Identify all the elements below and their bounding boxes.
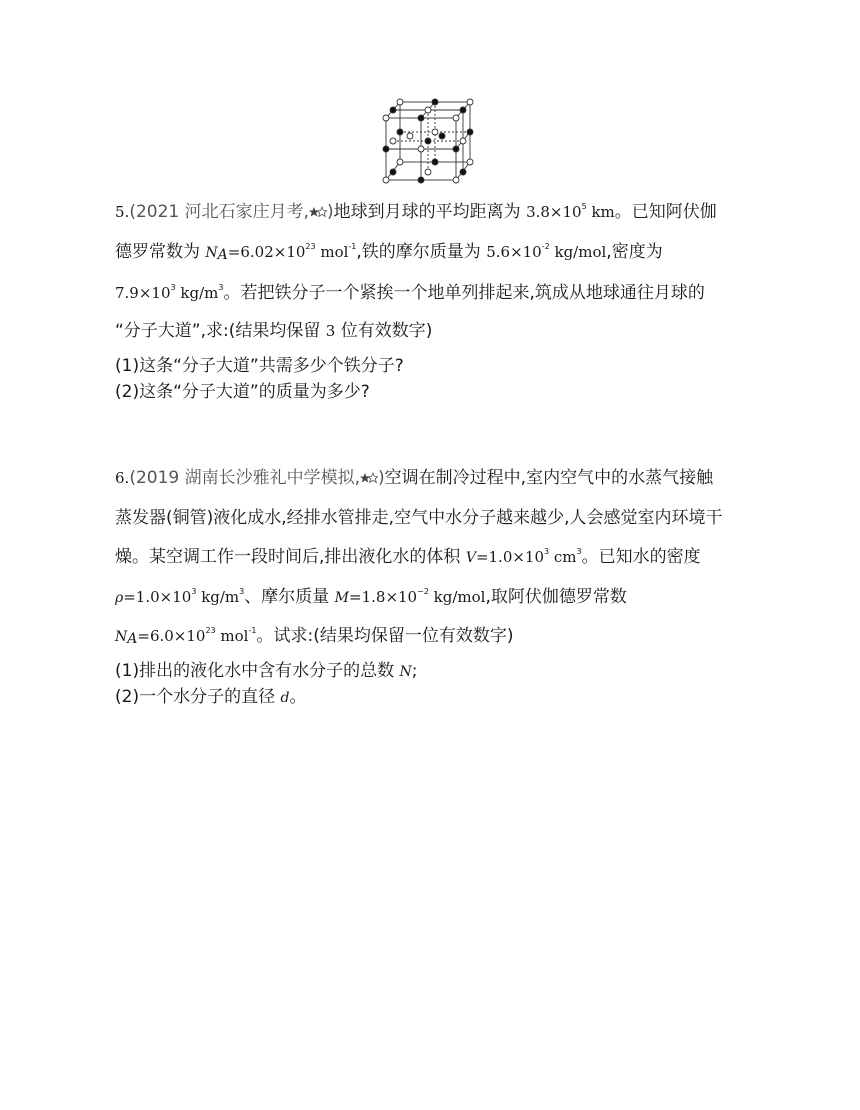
q5-distance-unit: km xyxy=(586,203,615,221)
q6-m-unit: kg/mol xyxy=(428,588,486,606)
q6-rho-value: =1.0×10 xyxy=(123,588,192,606)
q5-density-unit: kg/m xyxy=(175,284,219,302)
q5-stem: ,密度为 xyxy=(606,242,663,262)
q5-molar-mass: 5.6×10 xyxy=(486,243,542,261)
q6-v-unit: cm xyxy=(549,548,577,566)
q5-stem: “分子大道”,求:(结果均保留 xyxy=(115,321,326,341)
q6-line-2: 蒸发器(铜管)液化成水,经排水管排走,空气中水分子越来越少,人会感觉室内环境干 xyxy=(115,508,723,528)
q5-stem: 德罗常数为 xyxy=(115,242,206,262)
q6-sub1-text: (1)排出的液化水中含有水分子的总数 xyxy=(115,661,400,681)
q5-stem-end: 。已知阿伏伽 xyxy=(614,202,717,222)
q6-line-4 xyxy=(115,586,627,609)
q5-distance-exp: 5 xyxy=(581,202,587,211)
q5-na-exp: 23 xyxy=(305,242,316,251)
q5-subquestion-2: (2)这条“分子大道”的质量为多少? xyxy=(115,382,370,402)
q6-m-symbol: M xyxy=(334,590,350,606)
q6-rho-unit-exp: 3 xyxy=(239,587,245,596)
q6-line-3 xyxy=(115,546,701,569)
q5-molar-mass-unit: kg/mol xyxy=(549,243,607,261)
q6-subquestion-2 xyxy=(115,686,306,709)
q6-sub1-end: ; xyxy=(411,661,418,681)
q5-stem: 。若把铁分子一个紧挨一个地单列排起来,筑成从地球通往月球的 xyxy=(223,283,705,303)
q5-source: (2021 河北石家庄月考, xyxy=(129,202,310,222)
q6-stem: 燥。某空调工作一段时间后,排出液化水的体积 xyxy=(115,547,466,567)
q5-line-1 xyxy=(115,201,717,223)
q6-rho-unit: kg/m xyxy=(196,588,240,606)
q6-sub2-symbol: d xyxy=(280,690,290,706)
q6-v-value: =1.0×10 xyxy=(475,548,545,566)
q6-line-5 xyxy=(115,625,513,648)
q5-stem: 地球到月球的平均距离为 xyxy=(333,202,527,222)
q6-source: (2019 湖南长沙雅礼中学模拟, xyxy=(129,468,361,488)
q6-rho-exp: 3 xyxy=(191,587,197,596)
q6-na-value: =6.0×10 xyxy=(137,627,206,645)
q5-molar-mass-exp: -2 xyxy=(541,242,550,251)
q5-na-unit-exp: -1 xyxy=(348,242,357,251)
q5-distance: 3.8×10 xyxy=(526,203,582,221)
q6-subquestion-1 xyxy=(115,660,417,683)
q5-line-3 xyxy=(115,282,705,304)
q6-v-exp: 3 xyxy=(544,547,550,556)
q6-line-1 xyxy=(115,467,713,489)
q6-stem: 。已知水的密度 xyxy=(581,547,701,567)
q5-density-exp: 3 xyxy=(170,283,176,292)
q5-density: 7.9×10 xyxy=(115,284,171,302)
q6-na-unit-exp: -1 xyxy=(248,626,257,635)
q5-na-unit: mol xyxy=(315,243,349,261)
q6-sub1-symbol: N xyxy=(399,664,412,680)
q5-source-close: ) xyxy=(327,202,334,222)
q5-line-4 xyxy=(115,320,432,342)
q6-number: 6. xyxy=(115,469,130,487)
q6-m-exp: −2 xyxy=(417,587,429,596)
q6-sub2-end: 。 xyxy=(289,687,307,707)
q6-stem: 。试求:(结果均保留一位有效数字) xyxy=(256,626,514,646)
difficulty-star-icon xyxy=(360,472,378,484)
q5-na-value: =6.02×10 xyxy=(227,243,306,261)
q6-stem: ,取阿伏伽德罗常数 xyxy=(485,587,627,607)
q5-na-symbol: N xyxy=(205,245,218,261)
q6-na-exp: 23 xyxy=(205,626,216,635)
q6-rho-symbol: ρ xyxy=(115,590,124,606)
difficulty-star-icon xyxy=(309,206,327,218)
q6-sub2-text: (2)一个水分子的直径 xyxy=(115,687,281,707)
q5-stem: 位有效数字) xyxy=(335,321,433,341)
q5-number: 5. xyxy=(115,203,130,221)
q5-stem: ,铁的摩尔质量为 xyxy=(356,242,487,262)
q6-v-unit-exp: 3 xyxy=(576,547,582,556)
q6-stem: 空调在制冷过程中,室内空气中的水蒸气接触 xyxy=(384,468,714,488)
q6-v-symbol: V xyxy=(465,550,476,566)
q5-subquestion-1: (1)这条“分子大道”共需多少个铁分子? xyxy=(115,356,404,376)
crystal-lattice-icon xyxy=(380,96,480,188)
q6-na-unit: mol xyxy=(215,627,249,645)
q5-na-sub: A xyxy=(217,247,228,263)
q5-line-2 xyxy=(115,241,663,264)
q5-density-unit-exp: 3 xyxy=(218,283,224,292)
q5-sig-figs: 3 xyxy=(325,322,336,340)
q6-source-close: ) xyxy=(378,468,385,488)
q6-m-value: =1.8×10 xyxy=(349,588,418,606)
q6-na-symbol: N xyxy=(115,629,128,645)
q6-na-sub: A xyxy=(127,631,138,647)
q6-stem: 、摩尔质量 xyxy=(244,587,335,607)
